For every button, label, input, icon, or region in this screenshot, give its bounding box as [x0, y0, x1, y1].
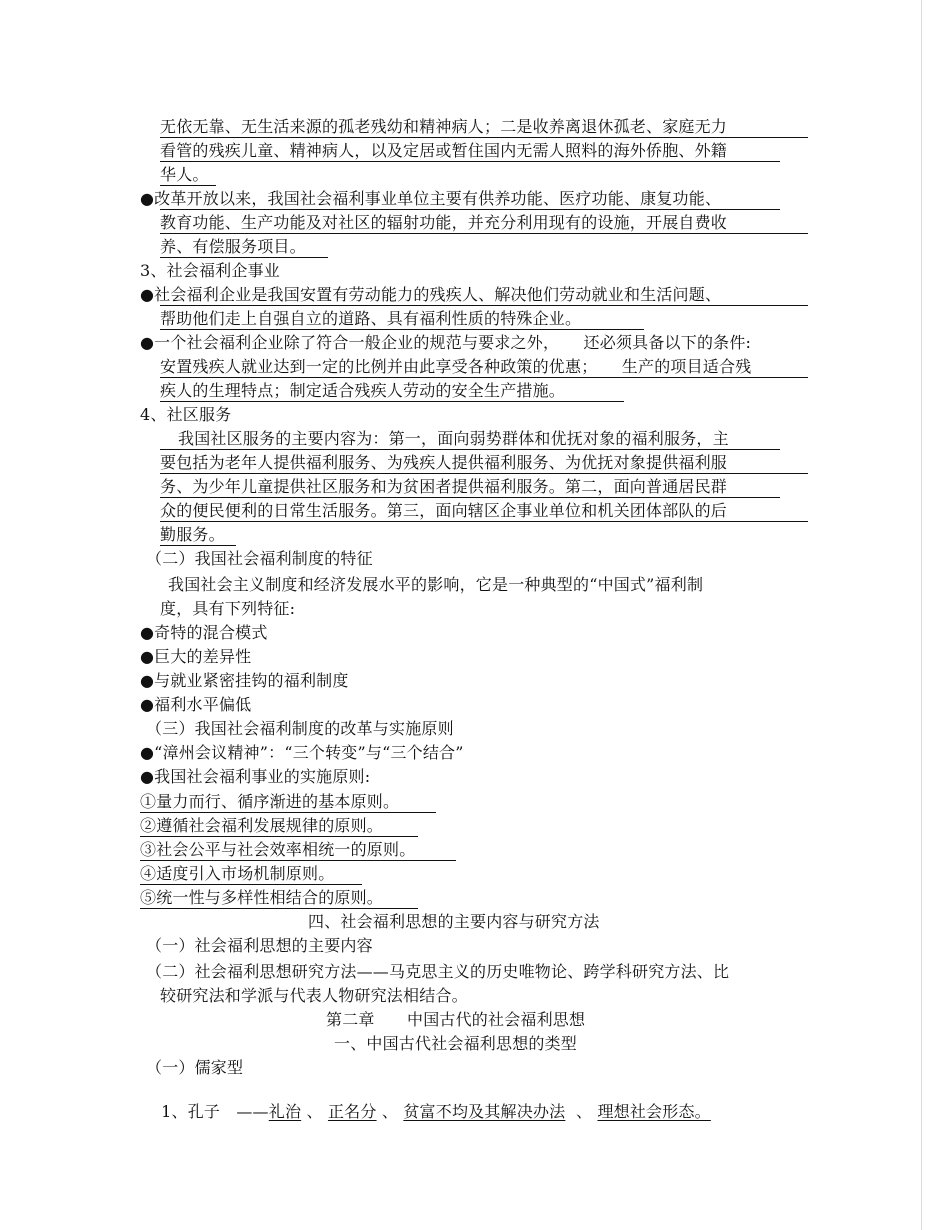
- text-line: 务、为少年儿童提供社区服务和为贫困者提供福利服务。第二，面向普通居民群: [160, 477, 728, 496]
- bullet-line: ●“漳州会议精神”：“三个转变”与“三个结合”: [140, 743, 464, 762]
- text-line: 无依无靠、无生活来源的孤老残幼和精神病人；二是收养离退休孤老、家庭无力: [160, 117, 728, 136]
- topic-rectify-names: 正名分: [327, 1102, 377, 1121]
- principle-item: ①量力而行、循序渐进的基本原则。: [140, 792, 400, 811]
- bullet-line: ●福利水平偏低: [140, 695, 252, 714]
- text-line: 我国社会主义制度和经济发展水平的影响，它是一种典型的“中国式”福利制: [168, 575, 704, 594]
- subsection-heading: （一）儒家型: [146, 1058, 244, 1077]
- section-heading: 3、社会福利企事业: [140, 261, 280, 280]
- underline: [160, 497, 780, 498]
- confucius-prefix: 1、孔子 ——: [161, 1102, 269, 1121]
- underline: [160, 209, 780, 210]
- underline: [160, 329, 644, 330]
- text-line: 安置残疾人就业达到一定的比例并由此享受各种政策的优惠； 生产的项目适合残: [160, 357, 752, 376]
- underline: [140, 812, 436, 813]
- underline: [160, 545, 236, 546]
- underline: [160, 161, 780, 162]
- underline: [140, 860, 456, 861]
- bullet-line: ●巨大的差异性: [140, 647, 252, 666]
- underline: [160, 305, 808, 306]
- topic-wealth-inequality: 贫富不均及其解决办法: [403, 1102, 566, 1121]
- text-line: 看管的残疾儿童、精神病人，以及定居或暂住国内无需人照料的海外侨胞、外籍: [160, 141, 728, 160]
- page-edge-line: [921, 0, 922, 1230]
- separator: 、: [575, 1102, 593, 1121]
- text-line: 教育功能、生产功能及对社区的辐射功能，并充分利用现有的设施，开展自费收: [160, 213, 728, 232]
- text-line: 疾人的生理特点；制定适合残疾人劳动的安全生产措施。: [160, 381, 566, 400]
- underline: [140, 836, 418, 837]
- principle-item: ④适度引入市场机制原则。: [140, 864, 335, 883]
- underline: [160, 233, 808, 234]
- principle-item: ③社会公平与社会效率相统一的原则。: [140, 840, 416, 859]
- text-line: 度，具有下列特征:: [160, 599, 296, 618]
- underline: [160, 185, 216, 186]
- section-heading: 4、社区服务: [140, 405, 232, 424]
- underline: [160, 401, 624, 402]
- subsection-heading: （一）社会福利思想的主要内容: [146, 936, 373, 955]
- text-line: 我国社区服务的主要内容为：第一，面向弱势群体和优抚对象的福利服务，主: [178, 429, 729, 448]
- underline: [160, 449, 780, 450]
- underline: [160, 473, 808, 474]
- chapter-heading: 四、社会福利思想的主要内容与研究方法: [308, 912, 600, 931]
- text-line: 帮助他们走上自强自立的道路、具有福利性质的特殊企业。: [160, 309, 582, 328]
- topic-rule-of-rites: 礼治: [268, 1102, 302, 1121]
- confucius-line: [140, 1082, 711, 1142]
- text-line: 众的便民便利的日常生活服务。第三，面向辖区企事业单位和机关团体部队的后: [160, 501, 728, 520]
- text-line: 勤服务。: [160, 525, 225, 544]
- section-title: 一、中国古代社会福利思想的类型: [334, 1034, 578, 1053]
- bullet-line: ●一个社会福利企业除了符合一般企业的规范与要求之外， 还必须具备以下的条件:: [140, 333, 752, 352]
- separator: 、: [381, 1102, 399, 1121]
- underline: [140, 884, 362, 885]
- bullet-line: ●奇特的混合模式: [140, 623, 268, 642]
- separator: 、: [306, 1102, 323, 1121]
- topic-ideal-society: 理想社会形态。: [597, 1102, 711, 1121]
- underline: [160, 377, 808, 378]
- text-line: 要包括为老年人提供福利服务、为残疾人提供福利服务、为优抚对象提供福利服: [160, 453, 728, 472]
- bullet-line: ●我国社会福利事业的实施原则:: [140, 767, 371, 786]
- subsection-heading: （三）我国社会福利制度的改革与实施原则: [146, 719, 454, 738]
- principle-item: ⑤统一性与多样性相结合的原则。: [140, 888, 384, 907]
- bullet-line: ●与就业紧密挂钩的福利制度: [140, 671, 349, 690]
- underline: [160, 521, 808, 522]
- chapter-title: 第二章 中国古代的社会福利思想: [326, 1010, 586, 1029]
- text-line: 华人。: [160, 165, 209, 184]
- text-line: 较研究法和学派与代表人物研究法相结合。: [160, 986, 468, 1005]
- bullet-line: ●社会福利企业是我国安置有劳动能力的残疾人、解决他们劳动就业和生活问题、: [140, 285, 722, 304]
- underline: [140, 908, 418, 909]
- text-line: （二）社会福利思想研究方法——马克思主义的历史唯物论、跨学科研究方法、比: [146, 962, 730, 981]
- subsection-heading: （二）我国社会福利制度的特征: [146, 549, 373, 568]
- underline: [160, 257, 328, 258]
- underline: [160, 137, 808, 138]
- bullet-line: ●改革开放以来，我国社会福利事业单位主要有供养功能、医疗功能、康复功能、: [140, 189, 722, 208]
- text-line: 养、有偿服务项目。: [160, 237, 306, 256]
- principle-item: ②遵循社会福利发展规律的原则。: [140, 816, 384, 835]
